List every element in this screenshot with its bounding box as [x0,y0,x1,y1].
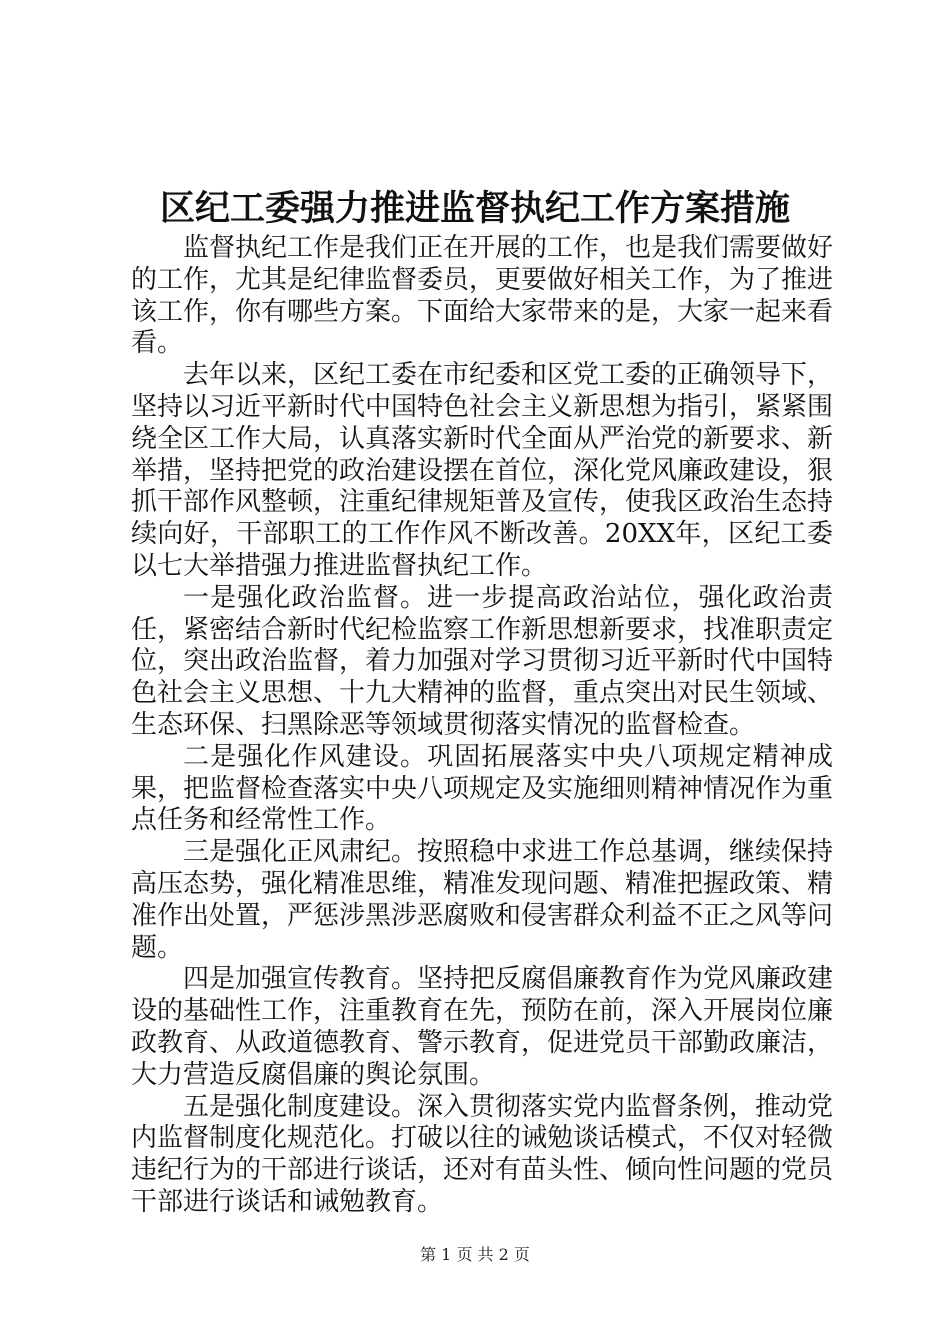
paragraph-measure-4: 四是加强宣传教育。坚持把反腐倡廉教育作为党风廉政建设的基础性工作，注重教育在先，预防在前，深入开展岗位廉政教育、从政道德教育、警示教育，促进党员干部勤政廉洁，大力营造反腐倡廉的舆论氛围。 [131,964,834,1090]
page-number-footer: 第 1 页 共 2 页 [420,1245,530,1264]
paragraph-measure-2: 二是强化作风建设。巩固拓展落实中央八项规定精神成果，把监督检查落实中央八项规定及实施细则精神情况作为重点任务和经常性工作。 [131,741,834,836]
paragraph-background: 去年以来，区纪工委在市纪委和区党工委的正确领导下，坚持以习近平新时代中国特色社会主义新思想为指引，紧紧围绕全区工作大局，认真落实新时代全面从严治党的新要求、新举措，坚持把党的政治建设摆在首位，深化党风廉政建设，狠抓干部作风整顿，注重纪律规矩普及宣传，使我区政治生态持续向好，干部职工的工作作风不断改善。20XX年，区纪工委以七大举措强力推进监督执纪工作。 [131,360,834,581]
document-body [131,233,833,1219]
paragraph-measure-1: 一是强化政治监督。进一步提高政治站位，强化政治责任，紧密结合新时代纪检监察工作新思想新要求，找准职责定位，突出政治监督，着力加强对学习贯彻习近平新时代中国特色社会主义思想、十九大精神的监督，重点突出对民生领域、生态环保、扫黑除恶等领域贯彻落实情况的监督检查。 [131,582,834,740]
paragraph-measure-3: 三是强化正风肃纪。按照稳中求进工作总基调，继续保持高压态势，强化精准思维，精准发现问题、精准把握政策、精准作出处置，严惩涉黑涉恶腐败和侵害群众利益不正之风等问题。 [131,837,834,963]
paragraph-measure-5: 五是强化制度建设。深入贯彻落实党内监督条例，推动党内监督制度化规范化。打破以往的诫勉谈话模式，不仅对轻微违纪行为的干部进行谈话，还对有苗头性、倾向性问题的党员干部进行谈话和诫勉教育。 [131,1091,834,1217]
document-title: 区纪工委强力推进监督执纪工作方案措施 [159,188,790,229]
paragraph-intro: 监督执纪工作是我们正在开展的工作，也是我们需要做好的工作，尤其是纪律监督委员，更要做好相关工作，为了推进该工作，你有哪些方案。下面给大家带来的是，大家一起来看看。 [131,233,834,359]
